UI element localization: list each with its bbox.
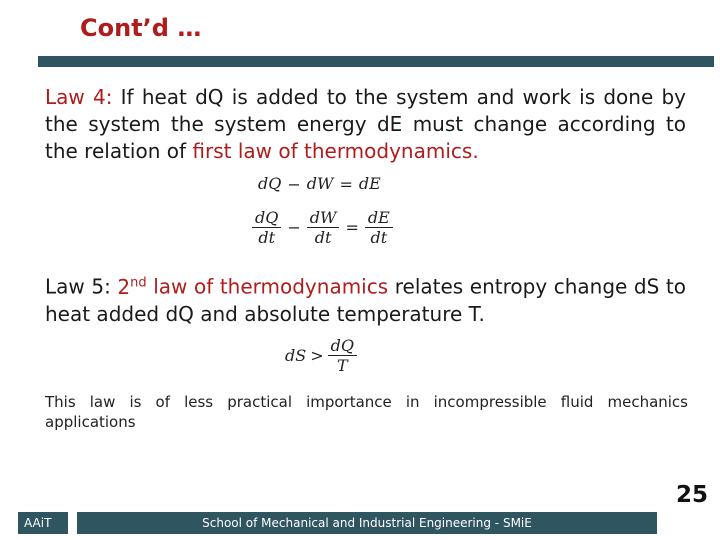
eq3-greater: > xyxy=(310,346,324,365)
law5-ordinal xyxy=(117,275,146,299)
law4-label: Law 4: xyxy=(45,85,113,109)
equation-first-law-rate xyxy=(252,208,393,247)
equation-first-law xyxy=(258,174,381,194)
eq2-frac-dq xyxy=(252,208,281,247)
eq2-minus: − xyxy=(287,218,301,237)
law5-paragraph xyxy=(45,269,686,328)
eq3-ds: dS xyxy=(285,346,307,365)
eq3-dq-num: dQ xyxy=(328,336,357,356)
eq1-minus: − xyxy=(287,175,301,194)
note-text: This law is of less practical importance in incompressible fluid mechanics applications xyxy=(45,393,688,431)
eq1-equals: = xyxy=(339,175,353,194)
eq2-de-num: dE xyxy=(365,208,393,228)
footer-bar xyxy=(0,512,720,534)
eq2-de-den: dt xyxy=(370,228,388,247)
page-number: 25 xyxy=(676,482,709,508)
footer-center-label: School of Mechanical and Industrial Engineering - SMiE xyxy=(77,512,657,534)
eq2-dq-den: dt xyxy=(258,228,276,247)
law5-label: Law 5: xyxy=(45,274,118,299)
law5-ordinal-suffix: nd xyxy=(130,275,147,290)
law4-highlight: first law of thermodynamics. xyxy=(192,139,479,163)
equation-second-law xyxy=(285,336,357,375)
law5-text: relates entropy change dS to heat added dQ and absolute temperature T. xyxy=(45,274,686,326)
law4-paragraph xyxy=(45,84,686,165)
eq1-dq: dQ xyxy=(258,174,282,193)
law5-ordinal-number: 2 xyxy=(117,274,131,299)
law4-text: If heat dQ is added to the system and work is done by the system the system energy dE must change according to the relation of xyxy=(45,85,686,163)
eq2-frac-dw xyxy=(307,208,340,247)
eq1-dw: dW xyxy=(306,174,334,193)
eq2-dw-num: dW xyxy=(307,208,340,228)
eq1-de: dE xyxy=(358,174,381,193)
title-divider-bar xyxy=(38,56,714,67)
eq2-dq-num: dQ xyxy=(252,208,281,228)
eq2-dw-den: dt xyxy=(314,228,332,247)
law5-highlight: law of thermodynamics xyxy=(146,274,389,299)
footer-left-label: AAiT xyxy=(18,512,68,534)
page-title: Cont’d … xyxy=(80,14,202,42)
eq3-frac xyxy=(328,336,357,375)
eq3-t-den: T xyxy=(336,356,348,375)
eq2-frac-de xyxy=(365,208,393,247)
eq2-equals: = xyxy=(345,218,359,237)
